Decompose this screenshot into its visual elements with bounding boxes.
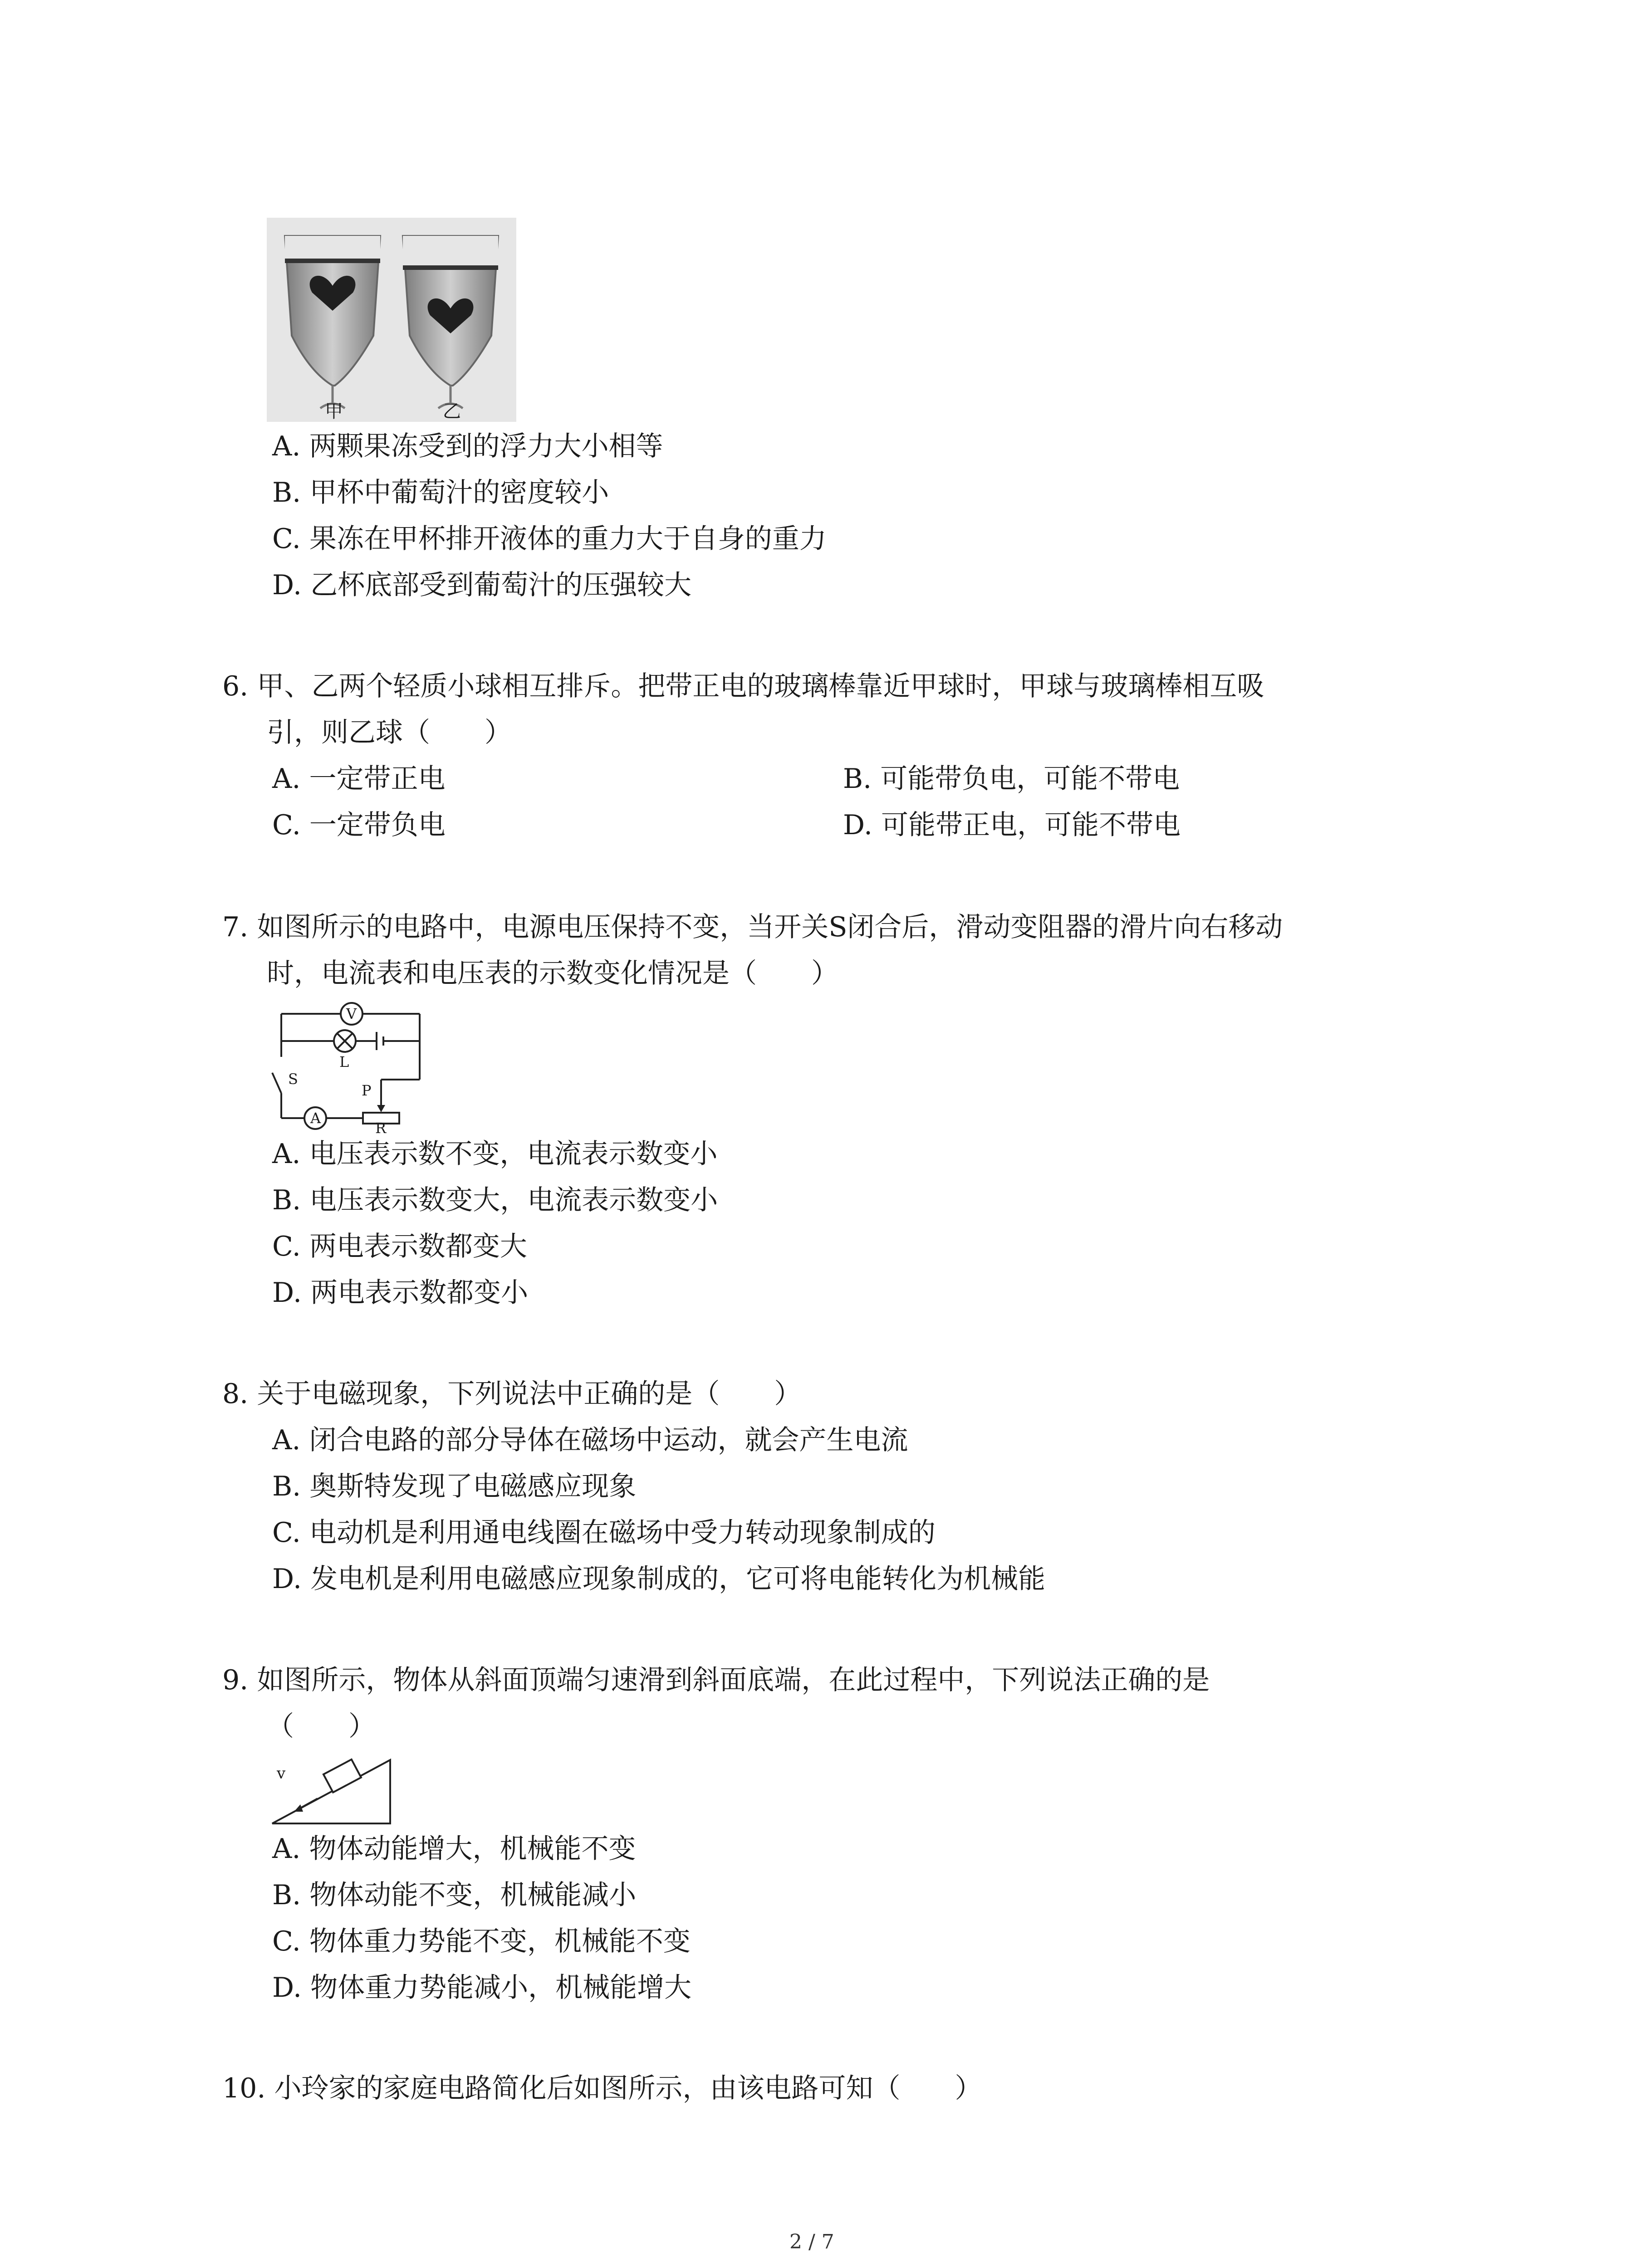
q5-option-a: A. 两颗果冻受到的浮力大小相等 xyxy=(272,430,663,462)
glass-label-jia: 甲 xyxy=(325,401,343,422)
glasses-figure xyxy=(267,218,516,422)
q7-option-c: C. 两电表示数都变大 xyxy=(272,1231,527,1262)
q9-option-b: B. 物体动能不变，机械能减小 xyxy=(272,1879,637,1911)
q6-stem-line2: 引，则乙球（ ） xyxy=(267,717,512,748)
q9-option-c: C. 物体重力势能不变，机械能不变 xyxy=(272,1926,691,1957)
circuit-label-r: R xyxy=(375,1119,387,1137)
q6-option-d: D. 可能带正电，可能不带电 xyxy=(843,809,1181,841)
q6-option-c: C. 一定带负电 xyxy=(272,809,446,841)
incline-figure xyxy=(268,1746,399,1833)
q6-option-a: A. 一定带正电 xyxy=(272,763,446,795)
q6-stem-line1: 6. 甲、乙两个轻质小球相互排斥。把带正电的玻璃棒靠近甲球时，甲球与玻璃棒相互吸 xyxy=(222,670,1264,702)
circuit-label-v: V xyxy=(346,1005,357,1022)
q5-option-c: C. 果冻在甲杯排开液体的重力大于自身的重力 xyxy=(272,523,827,555)
circuit-figure xyxy=(265,998,429,1137)
circuit-label-s: S xyxy=(288,1070,298,1088)
q5-option-b: B. 甲杯中葡萄汁的密度较小 xyxy=(272,477,609,508)
q10-stem-line1: 10. 小玲家的家庭电路简化后如图所示，由该电路可知（ ） xyxy=(222,2072,982,2104)
q8-option-d: D. 发电机是利用电磁感应现象制成的，它可将电能转化为机械能 xyxy=(272,1563,1046,1595)
q8-option-b: B. 奥斯特发现了电磁感应现象 xyxy=(272,1471,637,1502)
q8-option-c: C. 电动机是利用通电线圈在磁场中受力转动现象制成的 xyxy=(272,1517,936,1549)
q8-option-a: A. 闭合电路的部分导体在磁场中运动，就会产生电流 xyxy=(272,1424,908,1456)
q7-stem-line2: 时，电流表和电压表的示数变化情况是（ ） xyxy=(267,958,838,989)
glasses-drawing xyxy=(267,218,516,422)
q7-option-b: B. 电压表示数变大，电流表示数变小 xyxy=(272,1184,718,1216)
q6-option-b: B. 可能带负电，可能不带电 xyxy=(843,763,1180,795)
q5-option-d: D. 乙杯底部受到葡萄汁的压强较大 xyxy=(272,569,692,601)
q7-stem-line1: 7. 如图所示的电路中，电源电压保持不变，当开关S闭合后，滑动变阻器的滑片向右移动 xyxy=(222,911,1283,943)
incline-drawing xyxy=(268,1746,399,1833)
circuit-label-l: L xyxy=(339,1053,349,1070)
circuit-label-p: P xyxy=(362,1082,372,1099)
q9-stem-line2: （ ） xyxy=(267,1711,376,1742)
q7-option-a: A. 电压表示数不变，电流表示数变小 xyxy=(272,1138,718,1170)
q9-option-a: A. 物体动能增大，机械能不变 xyxy=(272,1833,636,1865)
glass-label-yi: 乙 xyxy=(443,401,461,422)
q9-stem-line1: 9. 如图所示，物体从斜面顶端匀速滑到斜面底端，在此过程中，下列说法正确的是 xyxy=(222,1664,1210,1696)
q7-option-d: D. 两电表示数都变小 xyxy=(272,1277,529,1309)
incline-label-v: v xyxy=(277,1765,286,1783)
q8-stem-line1: 8. 关于电磁现象，下列说法中正确的是（ ） xyxy=(222,1378,802,1410)
circuit-label-a: A xyxy=(310,1110,321,1127)
q9-option-d: D. 物体重力势能减小，机械能增大 xyxy=(272,1972,692,2004)
page-number: 2 / 7 xyxy=(789,2230,834,2253)
